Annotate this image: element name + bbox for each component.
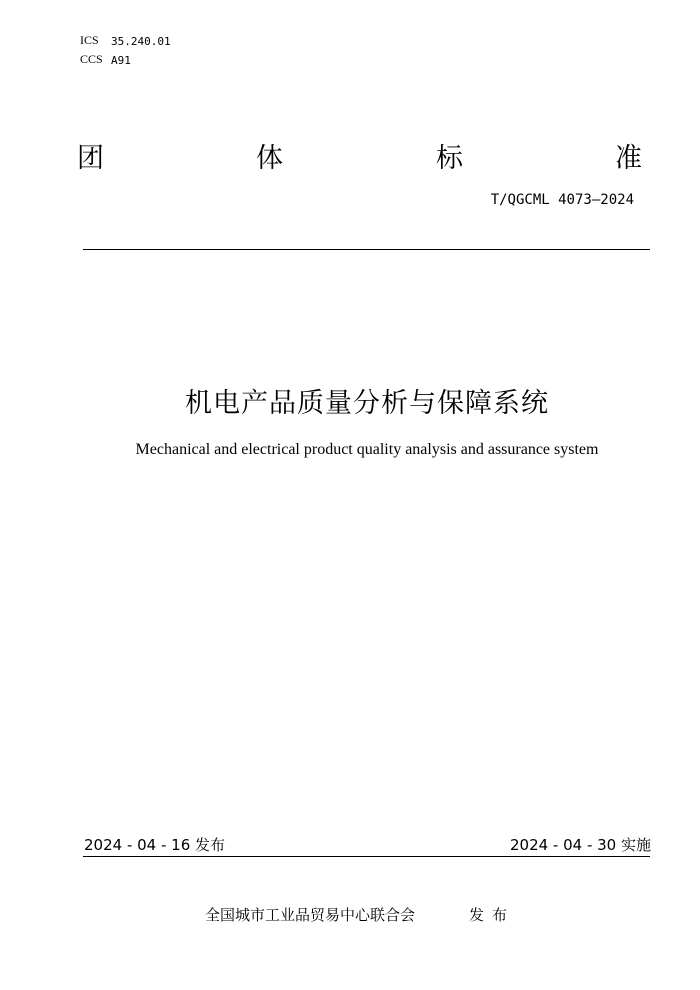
standard-type-char-1: 团: [77, 143, 104, 174]
implement-date: 2024 - 04 - 30 实施: [509, 836, 651, 854]
standard-number: T/QGCML 4073—2024: [490, 192, 634, 208]
top-divider: [83, 249, 650, 250]
title-english: Mechanical and electrical product quality analysis and assurance system: [135, 441, 599, 458]
standard-type-char-3: 标: [436, 143, 463, 174]
bottom-divider: [83, 856, 650, 857]
issue-date: 2024 - 04 - 16 发布: [84, 836, 226, 854]
ics-label: ICS: [80, 33, 99, 47]
ics-value: 35.240.01: [111, 35, 171, 48]
ccs-value: A91: [111, 54, 131, 67]
publisher-name: 全国城市工业品贸易中心联合会: [205, 906, 416, 924]
publish-label: 发布: [469, 906, 516, 924]
standard-type-char-4: 准: [615, 143, 642, 174]
title-chinese: 机电产品质量分析与保障系统: [185, 388, 549, 419]
ccs-label: CCS: [80, 52, 103, 66]
standard-type-char-2: 体: [256, 143, 283, 174]
